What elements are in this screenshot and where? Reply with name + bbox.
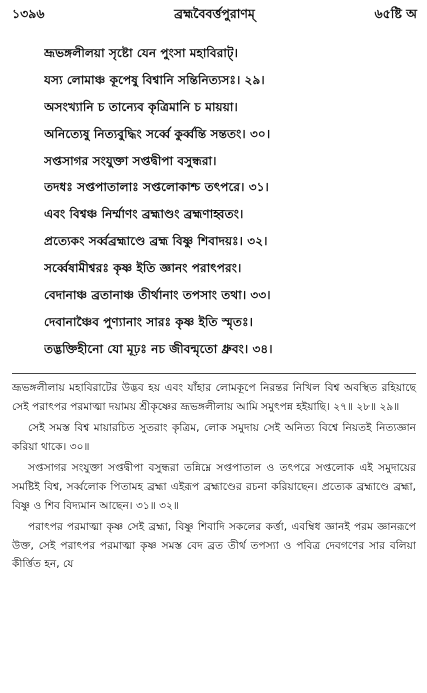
- verse-line: প্রত্যেকং সর্ব্বব্রহ্মাণ্ডে ব্রহ্ম বিষ্ণু শিবাদয়ঃ। ৩২।: [44, 234, 268, 249]
- page-header: [12, 6, 417, 28]
- page-number: ১৩৯৬: [12, 6, 45, 21]
- commentary-paragraph: ভ্রূভঙ্গলীলায় মহাবিরাটের উদ্ভব হয় এবং যাঁহার লোমকূপে নিরন্তর নিখিল বিশ্ব অবস্থিত রহিয়াছে সেই পরাৎপর পরমাত্মা দয়াময় শ্রীকৃষ্ণের ভ্রূভঙ্গলীলায় আমি সমুৎপন্ন হইয়াছি। ২৭॥ ২৮॥ ২৯॥: [12, 382, 416, 413]
- verse-block: [44, 40, 416, 363]
- verse-line: দেবানাঞ্চৈব পুণ্যানাং সারঃ কৃষ্ণ ইতি স্মৃতঃ।: [44, 314, 253, 329]
- running-title: ব্রহ্মবৈবর্ত্তপুরাণম্: [174, 6, 255, 21]
- verse-line: ভ্রূভঙ্গলীলয়া সৃষ্টো যেন পুংসা মহাবিরাট্।: [44, 46, 238, 60]
- section-divider: [12, 373, 416, 374]
- verse-line: যস্য লোমাঞ্চ কূপেষু বিশ্বানি সন্তিনিত্যসঃ। ২৯।: [44, 72, 265, 87]
- verse-line: অনিত্যেষু নিত্যবুদ্ধিং সর্ব্বে কুর্ব্বন্তি সন্ততং। ৩০।: [44, 126, 271, 141]
- commentary-paragraph: সেই সমস্ত বিশ্ব মায়ারচিত সুতরাং কৃত্রিম, লোক সমুদায় সেই অনিত্য বিশ্বে নিয়তই নিত্যজ্ঞান করিয়া থাকে। ৩০॥: [12, 422, 416, 453]
- verse-line: সর্ব্বেষামীশ্বরঃ কৃষ্ণ ইতি জ্ঞানং পরাৎপরং।: [44, 261, 242, 276]
- commentary-block: [12, 379, 416, 577]
- commentary-paragraph: সপ্তসাগর সংযুক্তা সপ্তদ্বীপা বসুন্ধরা তন্নিম্নে সপ্তপাতাল ও তৎপরে সপ্তলোক এই সমুদায়ের সমষ্টিই বিশ্ব, সর্ব্বলোক পিতামহ ব্রহ্মা এইরূপ ব্রহ্মাণ্ডের রচনা করিয়াছেন। প্রত্যেক ব্রহ্মাণ্ডে ব্রহ্মা, বিষ্ণু ও শিব বিদ্যমান আছেন। ৩১॥ ৩২॥: [12, 462, 416, 512]
- verse-line: সপ্তসাগর সংযুক্তা সপ্তদ্বীপা বসুন্ধরা।: [44, 153, 217, 168]
- verse-line: এবং বিশ্বঞ্চ নির্ম্মাণং ব্রহ্মাণ্ডং ব্রহ্মণাহ্বতং।: [44, 207, 244, 222]
- chapter-label: ৬৫ষ্টি অ: [374, 6, 417, 21]
- commentary-paragraph: পরাৎপর পরমাত্মা কৃষ্ণ সেই ব্রহ্মা, বিষ্ণু শিবাদি সকলের কর্ত্তা, এবম্বিধ জ্ঞানই পরম জ্ঞানরূপে উক্ত, সেই পরাৎপর পরমাত্মা কৃষ্ণ সমস্ত বেদ ব্রত তীর্থ তপস্যা ও পবিত্র দেবগণের সার বলিয়া কীর্ত্তিত হন, যে: [12, 521, 416, 571]
- verse-line: অসংখ্যানি চ তান্যেব কৃত্রিমানি চ মায়য়া।: [44, 99, 238, 114]
- verse-line: বেদানাঞ্চ ব্রতানাঞ্চ তীর্থানাং তপসাং তথা। ৩৩।: [44, 288, 271, 303]
- verse-line: তদধঃ সপ্তপাতালাঃ সপ্তলোকাশ্চ তৎপরে। ৩১।: [44, 180, 269, 195]
- verse-line: তদ্ভক্তিহীনো যো মূঢ়ঃ নচ জীবন্মৃতো ধ্রুবং। ৩৪।: [44, 341, 273, 356]
